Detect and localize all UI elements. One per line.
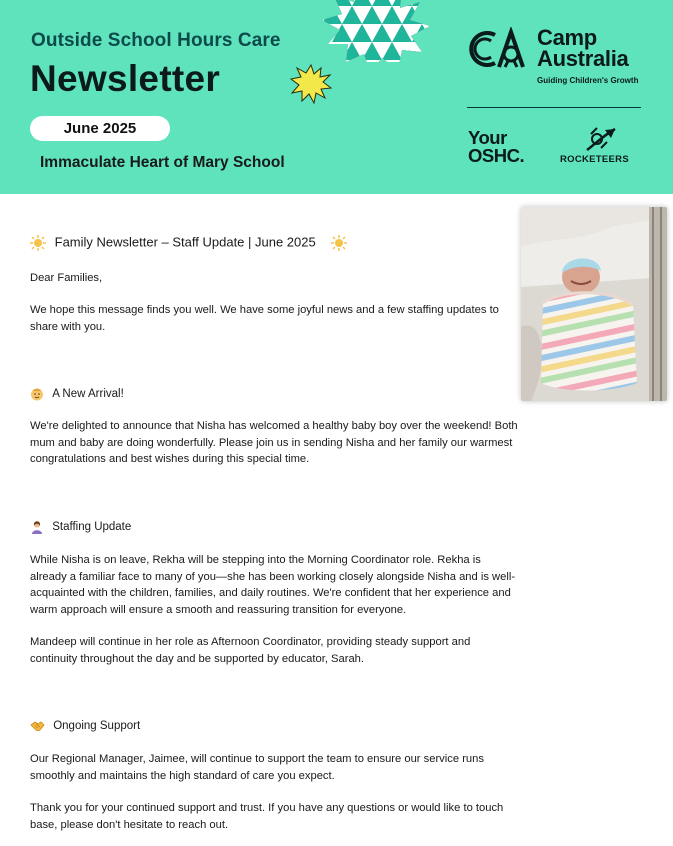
newsletter-header [0, 0, 673, 194]
section-heading-text: Staffing Update [52, 521, 132, 533]
staffing-paragraph: While Nisha is on leave, Rekha will be stepping into the Morning Coordinator role. Rekha is already a familiar face to many of you—she has been working closely alongside Nisha and is well-acquainted with the children, families, and daily routines. We're confident that her experience and warm approach will ensure a smooth and reassuring transition for everyone. [30, 554, 516, 616]
sun-burst-icon [290, 64, 332, 104]
brand-tagline: Guiding Children's Growth [537, 76, 639, 85]
section-heading-text: Ongoing Support [53, 720, 141, 732]
newborn-baby-photo [521, 207, 667, 401]
date-badge: June 2025 [30, 116, 170, 141]
section-heading-ongoing-support [30, 718, 140, 735]
new-arrival-paragraph: We're delighted to announce that Nisha has welcomed a healthy baby boy over the weekend! Both mum and baby are doing wonderfully. Please join us in sending Nisha and her family our warmest congratulations and best wishes during this special time. [30, 420, 518, 465]
brand-name-line2: Australia [537, 46, 629, 71]
school-name: Immaculate Heart of Mary School [40, 154, 285, 171]
section-heading-new-arrival [30, 386, 124, 403]
your-oshc-logo [468, 129, 524, 165]
brand-divider [467, 107, 641, 108]
closing-paragraph: Thank you for your continued support and trust. If you have any questions or would like to touch base, please don't hesitate to reach out. [30, 802, 504, 831]
rocketeers-logo: ROCKETEERS [560, 154, 629, 165]
section-heading-text: A New Arrival! [52, 388, 124, 400]
handshake-icon [30, 719, 45, 733]
newborn-photo-illustration [521, 207, 667, 401]
main-heading [30, 234, 352, 251]
header-title: Newsletter [30, 58, 221, 99]
main-heading-text: Family Newsletter – Staff Update | June 2025 [54, 234, 316, 250]
intro-paragraph: We hope this message finds you well. We have some joyful news and a few staffing updates to share with you. [30, 304, 499, 333]
person-icon [30, 520, 44, 534]
sun-icon [331, 235, 347, 251]
brand-name-line1: Camp [537, 25, 597, 50]
staffing-paragraph: Mandeep will continue in her role as Afternoon Coordinator, providing steady support and continuity throughout the day and be supported by educator, Sarah. [30, 636, 471, 665]
greeting: Dear Families, [30, 272, 103, 284]
camp-australia-logo-icon [465, 27, 535, 71]
baby-icon [30, 387, 44, 401]
your-oshc-line1: Your [468, 127, 507, 148]
starburst-badge-icon [312, 0, 442, 62]
header-subtitle: Outside School Hours Care [31, 30, 281, 51]
your-oshc-line2: OSHC. [468, 145, 525, 166]
support-paragraph: Our Regional Manager, Jaimee, will continue to support the team to ensure our service runs smoothly and maintains the high standard of care you expect. [30, 753, 484, 782]
sun-icon [30, 235, 46, 251]
section-heading-staffing-update [30, 519, 131, 536]
rocket-icon [581, 126, 621, 154]
brand-name [537, 27, 628, 69]
